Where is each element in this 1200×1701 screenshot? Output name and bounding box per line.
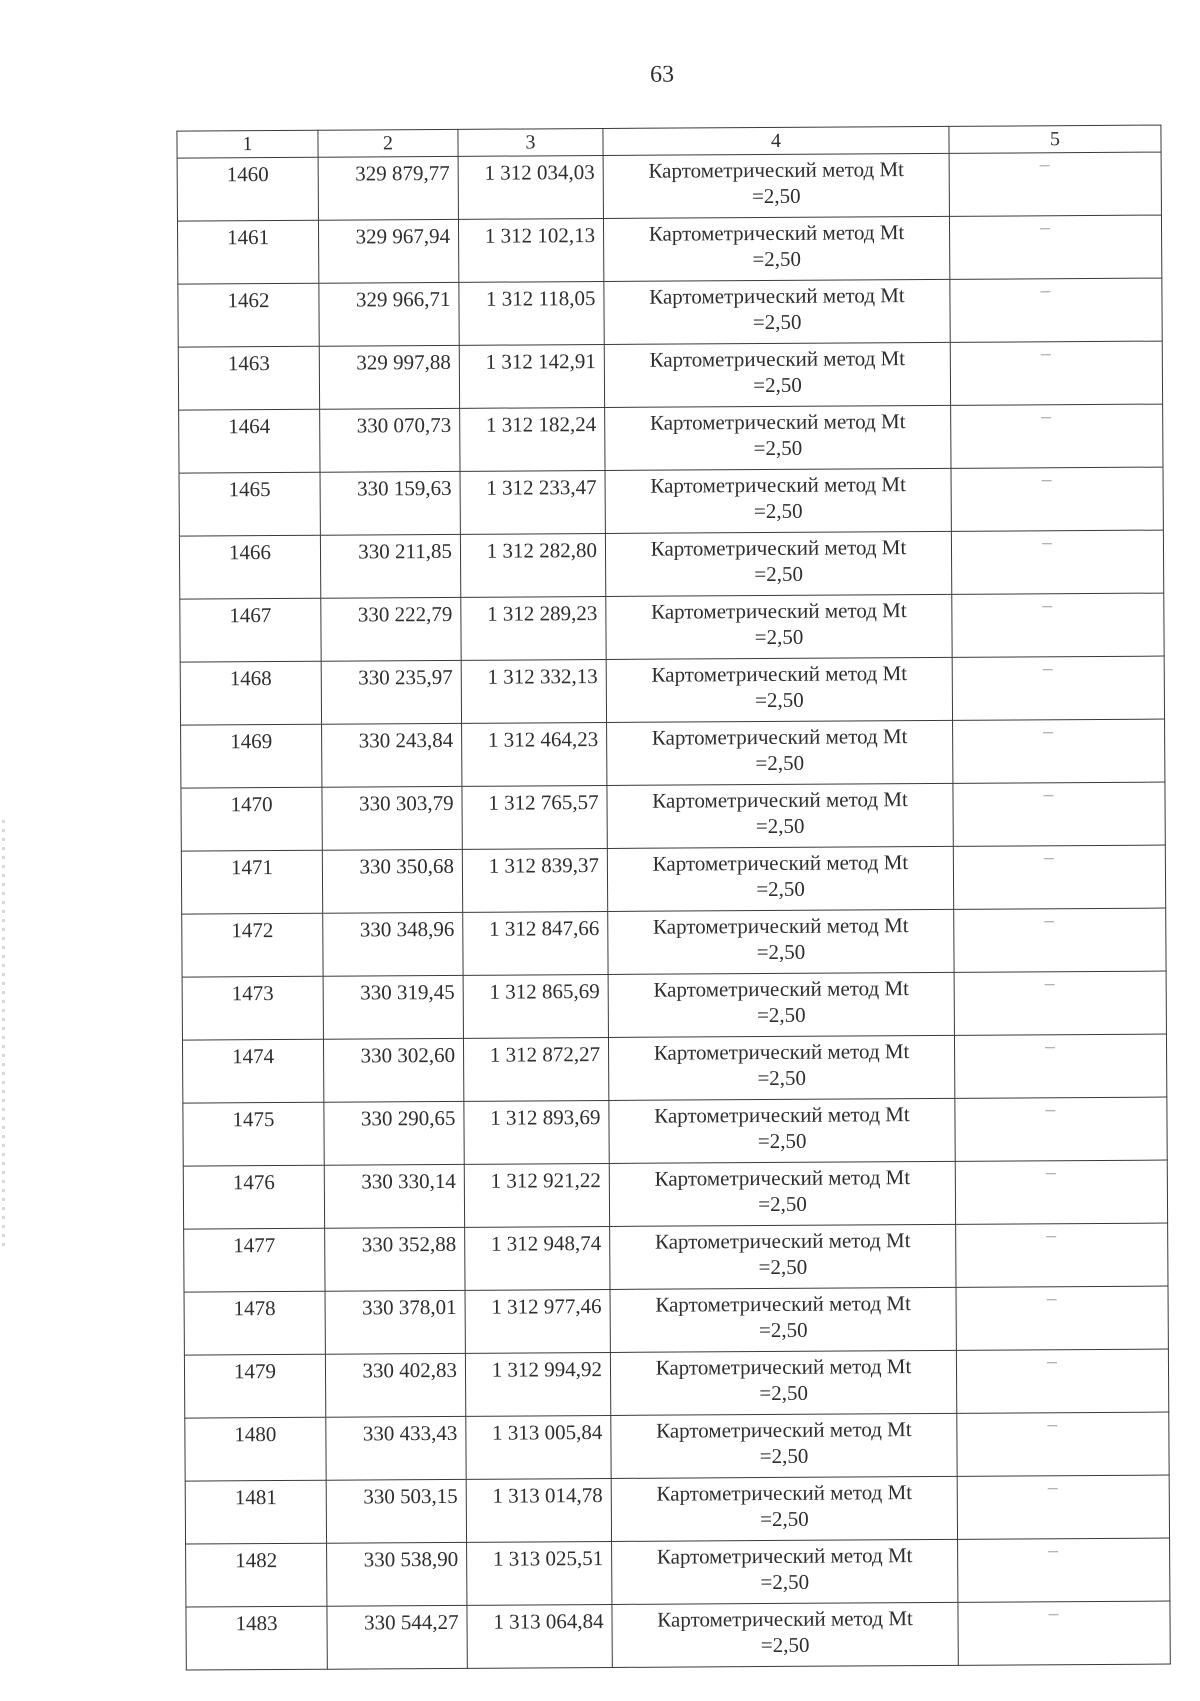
point-number-cell: 1482 <box>186 1543 327 1607</box>
note-cell <box>955 1160 1167 1224</box>
x-coordinate-cell: 330 330,14 <box>324 1164 464 1228</box>
table-row <box>183 1160 1167 1229</box>
x-coordinate-cell: 330 070,73 <box>320 408 460 472</box>
table-row <box>186 1601 1170 1670</box>
note-cell <box>956 1349 1168 1413</box>
y-coordinate-cell: 1 312 765,57 <box>462 785 607 849</box>
table-row <box>179 404 1163 473</box>
method-cell <box>608 909 954 974</box>
method-line-2: =2,50 <box>757 1128 807 1154</box>
method-line-2: =2,50 <box>760 1632 810 1658</box>
y-coordinate-cell: 1 313 014,78 <box>466 1478 611 1542</box>
point-number-cell: 1480 <box>185 1417 326 1481</box>
point-number-cell: 1469 <box>181 724 322 788</box>
point-number-cell: 1463 <box>178 346 319 410</box>
table-row <box>185 1475 1169 1544</box>
method-cell <box>605 531 951 596</box>
method-line-2: =2,50 <box>756 1002 806 1028</box>
table-row <box>181 782 1165 851</box>
note-cell <box>957 1412 1169 1476</box>
method-cell <box>605 405 951 470</box>
y-coordinate-cell: 1 312 142,91 <box>459 344 604 408</box>
method-cell <box>607 720 953 785</box>
point-number-cell: 1472 <box>182 913 323 977</box>
method-cell <box>607 783 953 848</box>
point-number-cell: 1474 <box>182 1039 323 1103</box>
method-line-2: =2,50 <box>756 939 806 965</box>
point-number-cell: 1468 <box>180 661 321 725</box>
method-cell <box>603 153 949 218</box>
method-line-2: =2,50 <box>755 813 805 839</box>
note-cell <box>956 1223 1168 1287</box>
method-line-1: Картометрический метод Mt <box>652 850 909 876</box>
method-line-2: =2,50 <box>751 183 801 209</box>
y-coordinate-cell: 1 312 865,69 <box>463 974 608 1038</box>
method-line-2: =2,50 <box>758 1191 807 1217</box>
method-line-2: =2,50 <box>758 1317 808 1343</box>
y-coordinate-cell: 1 312 839,37 <box>462 848 607 912</box>
dash-mark <box>1040 228 1050 229</box>
header-col-1: 1 <box>177 130 318 158</box>
method-line-2: =2,50 <box>753 435 803 461</box>
page-number: 63 <box>650 61 675 88</box>
table-row <box>181 845 1165 914</box>
point-number-cell: 1483 <box>186 1606 327 1670</box>
method-cell <box>611 1476 957 1541</box>
method-cell <box>609 1161 955 1226</box>
method-line-1: Картометрический метод Mt <box>651 724 908 750</box>
x-coordinate-cell: 330 211,85 <box>320 534 460 598</box>
method-line-1: Картометрический метод Mt <box>654 1102 910 1128</box>
point-number-cell: 1470 <box>181 787 322 851</box>
x-coordinate-cell: 330 544,27 <box>327 1605 467 1669</box>
method-cell <box>607 846 953 911</box>
table-row <box>180 593 1164 662</box>
method-cell <box>612 1539 958 1604</box>
y-coordinate-cell: 1 312 182,24 <box>460 407 605 471</box>
method-line-1: Картометрический метод Mt <box>649 409 906 435</box>
method-cell <box>612 1602 958 1667</box>
method-line-1: Картометрический метод Mt <box>653 976 910 1002</box>
note-cell <box>954 1034 1166 1098</box>
x-coordinate-cell: 329 967,94 <box>318 219 458 283</box>
dash-mark <box>1044 795 1054 796</box>
header-col-4: 4 <box>603 126 949 155</box>
x-coordinate-cell: 329 997,88 <box>319 345 459 409</box>
method-line-2: =2,50 <box>755 750 805 776</box>
y-coordinate-cell: 1 312 289,23 <box>461 596 606 660</box>
note-cell <box>954 908 1166 972</box>
y-coordinate-cell: 1 313 025,51 <box>467 1541 612 1605</box>
method-line-1: Картометрический метод Mt <box>655 1354 912 1380</box>
method-line-2: =2,50 <box>754 561 804 587</box>
dash-mark <box>1043 732 1053 733</box>
y-coordinate-cell: 1 312 118,05 <box>459 281 604 345</box>
dash-mark <box>1045 1047 1055 1048</box>
dash-mark <box>1048 1551 1058 1552</box>
dash-mark <box>1048 1488 1058 1489</box>
dash-mark <box>1046 1236 1056 1237</box>
point-number-cell: 1481 <box>185 1480 326 1544</box>
note-cell <box>951 404 1163 468</box>
header-col-2: 2 <box>318 129 458 157</box>
point-number-cell: 1462 <box>178 283 319 347</box>
note-cell <box>949 152 1161 216</box>
x-coordinate-cell: 330 503,15 <box>326 1479 466 1543</box>
note-cell <box>958 1601 1170 1665</box>
note-cell <box>951 467 1163 531</box>
x-coordinate-cell: 330 235,97 <box>321 660 461 724</box>
dash-mark <box>1040 165 1050 166</box>
dash-mark <box>1046 1173 1056 1174</box>
y-coordinate-cell: 1 313 005,84 <box>466 1415 611 1479</box>
method-line-1: Картометрический метод Mt <box>651 661 908 687</box>
method-line-2: =2,50 <box>760 1569 810 1595</box>
method-line-2: =2,50 <box>752 309 802 335</box>
x-coordinate-cell: 329 879,77 <box>318 156 458 220</box>
y-coordinate-cell: 1 312 102,13 <box>458 218 603 282</box>
note-cell <box>949 215 1161 279</box>
method-line-1: Картометрический метод Mt <box>656 1417 912 1443</box>
y-coordinate-cell: 1 313 064,84 <box>467 1604 612 1668</box>
table-row <box>180 656 1164 725</box>
table-row <box>182 971 1166 1040</box>
table-row <box>182 908 1166 977</box>
table-body <box>177 152 1170 1670</box>
y-coordinate-cell: 1 312 994,92 <box>465 1352 610 1416</box>
point-number-cell: 1475 <box>183 1102 324 1166</box>
point-number-cell: 1471 <box>181 850 322 914</box>
dash-mark <box>1047 1425 1057 1426</box>
dash-mark <box>1042 606 1052 607</box>
y-coordinate-cell: 1 312 034,03 <box>458 155 603 219</box>
note-cell <box>950 278 1162 342</box>
table-row <box>177 215 1161 284</box>
x-coordinate-cell: 330 303,79 <box>322 786 462 850</box>
point-number-cell: 1479 <box>184 1354 325 1418</box>
x-coordinate-cell: 330 243,84 <box>322 723 462 787</box>
table-row <box>186 1538 1170 1607</box>
note-cell <box>953 719 1165 783</box>
method-cell <box>609 1098 955 1163</box>
x-coordinate-cell: 330 402,83 <box>325 1353 465 1417</box>
x-coordinate-cell: 330 378,01 <box>325 1290 465 1354</box>
y-coordinate-cell: 1 312 332,13 <box>461 659 606 723</box>
method-line-2: =2,50 <box>757 1065 807 1091</box>
x-coordinate-cell: 330 352,88 <box>325 1227 465 1291</box>
method-line-2: =2,50 <box>752 246 802 272</box>
note-cell <box>956 1286 1168 1350</box>
point-number-cell: 1464 <box>179 409 320 473</box>
dash-mark <box>1047 1362 1057 1363</box>
dash-mark <box>1045 1110 1055 1111</box>
method-line-1: Картометрический метод Mt <box>651 598 907 624</box>
dash-mark <box>1041 354 1051 355</box>
table-row <box>178 278 1162 347</box>
method-line-2: =2,50 <box>754 624 804 650</box>
method-line-2: =2,50 <box>756 876 805 902</box>
method-line-2: =2,50 <box>759 1380 809 1406</box>
x-coordinate-cell: 330 538,90 <box>327 1542 467 1606</box>
dash-mark <box>1044 858 1054 859</box>
y-coordinate-cell: 1 312 847,66 <box>463 911 608 975</box>
method-cell <box>604 279 950 344</box>
dash-mark <box>1042 480 1052 481</box>
method-line-1: Картометрический метод Mt <box>652 787 908 813</box>
method-line-1: Картометрический метод Mt <box>650 472 906 498</box>
y-coordinate-cell: 1 312 893,69 <box>464 1100 609 1164</box>
method-line-2: =2,50 <box>753 498 803 524</box>
method-cell <box>605 468 951 533</box>
method-line-2: =2,50 <box>758 1254 808 1280</box>
point-number-cell: 1477 <box>184 1228 325 1292</box>
method-line-2: =2,50 <box>755 687 804 713</box>
table-row <box>178 341 1162 410</box>
point-number-cell: 1467 <box>180 598 321 662</box>
table-row <box>182 1034 1166 1103</box>
method-line-1: Картометрический метод Mt <box>654 1165 911 1191</box>
method-cell <box>610 1350 956 1415</box>
method-line-1: Картометрический метод Mt <box>650 535 907 561</box>
note-cell <box>952 593 1164 657</box>
table-row <box>181 719 1165 788</box>
point-number-cell: 1473 <box>182 976 323 1040</box>
y-coordinate-cell: 1 312 282,80 <box>460 533 605 597</box>
note-cell <box>954 971 1166 1035</box>
table-row <box>184 1349 1168 1418</box>
note-cell <box>953 782 1165 846</box>
method-line-1: Картометрический метод Mt <box>654 1228 911 1254</box>
method-line-1: Картометрический метод Mt <box>657 1606 913 1632</box>
method-cell <box>608 1035 954 1100</box>
method-line-1: Картометрический метод Mt <box>656 1543 913 1569</box>
dash-mark <box>1047 1299 1057 1300</box>
method-line-1: Картометрический метод Mt <box>648 220 905 246</box>
note-cell <box>957 1475 1169 1539</box>
y-coordinate-cell: 1 312 921,22 <box>464 1163 609 1227</box>
method-line-1: Картометрический метод Mt <box>656 1480 913 1506</box>
x-coordinate-cell: 330 302,60 <box>323 1038 463 1102</box>
point-number-cell: 1476 <box>183 1165 324 1229</box>
table-row <box>185 1412 1169 1481</box>
table-row <box>179 530 1163 599</box>
dash-mark <box>1049 1614 1059 1615</box>
y-coordinate-cell: 1 312 233,47 <box>460 470 605 534</box>
method-line-1: Картометрический метод Mt <box>652 913 909 939</box>
x-coordinate-cell: 330 350,68 <box>322 849 462 913</box>
table-row <box>177 152 1161 221</box>
table-row <box>184 1286 1168 1355</box>
dash-mark <box>1044 921 1054 922</box>
note-cell <box>958 1538 1170 1602</box>
x-coordinate-cell: 330 319,45 <box>323 975 463 1039</box>
point-number-cell: 1461 <box>177 220 318 284</box>
note-cell <box>952 656 1164 720</box>
method-line-1: Картометрический метод Mt <box>653 1039 910 1065</box>
method-cell <box>610 1224 956 1289</box>
y-coordinate-cell: 1 312 872,27 <box>463 1037 608 1101</box>
method-cell <box>606 594 952 659</box>
method-cell <box>606 657 952 722</box>
table-row <box>179 467 1163 536</box>
method-cell <box>611 1413 957 1478</box>
note-cell <box>955 1097 1167 1161</box>
point-number-cell: 1465 <box>179 472 320 536</box>
point-number-cell: 1478 <box>184 1291 325 1355</box>
method-line-2: =2,50 <box>753 372 802 398</box>
header-col-5: 5 <box>949 125 1161 153</box>
dash-mark <box>1040 291 1050 292</box>
y-coordinate-cell: 1 312 464,23 <box>462 722 607 786</box>
note-cell <box>950 341 1162 405</box>
note-cell <box>951 530 1163 594</box>
dash-mark <box>1041 417 1051 418</box>
method-line-1: Картометрический метод Mt <box>648 157 905 183</box>
y-coordinate-cell: 1 312 948,74 <box>465 1226 610 1290</box>
coordinates-table <box>176 125 1170 1671</box>
method-line-2: =2,50 <box>760 1506 809 1532</box>
x-coordinate-cell: 330 433,43 <box>326 1416 466 1480</box>
method-line-1: Картометрический метод Mt <box>649 346 906 372</box>
x-coordinate-cell: 330 348,96 <box>323 912 463 976</box>
method-cell <box>604 342 950 407</box>
method-cell <box>608 972 954 1037</box>
note-cell <box>953 845 1165 909</box>
point-number-cell: 1460 <box>177 157 318 221</box>
x-coordinate-cell: 330 290,65 <box>324 1101 464 1165</box>
method-line-1: Картометрический метод Mt <box>655 1291 911 1317</box>
point-number-cell: 1466 <box>179 535 320 599</box>
x-coordinate-cell: 330 222,79 <box>321 597 461 661</box>
table-row <box>183 1097 1167 1166</box>
dash-mark <box>1043 669 1053 670</box>
method-line-2: =2,50 <box>759 1443 809 1469</box>
table-row <box>184 1223 1168 1292</box>
x-coordinate-cell: 329 966,71 <box>319 282 459 346</box>
x-coordinate-cell: 330 159,63 <box>320 471 460 535</box>
dash-mark <box>1042 543 1052 544</box>
y-coordinate-cell: 1 312 977,46 <box>465 1289 610 1353</box>
method-cell <box>603 216 949 281</box>
dash-mark <box>1045 984 1055 985</box>
method-line-1: Картометрический метод Mt <box>649 283 905 309</box>
header-col-3: 3 <box>458 128 603 156</box>
method-cell <box>610 1287 956 1352</box>
